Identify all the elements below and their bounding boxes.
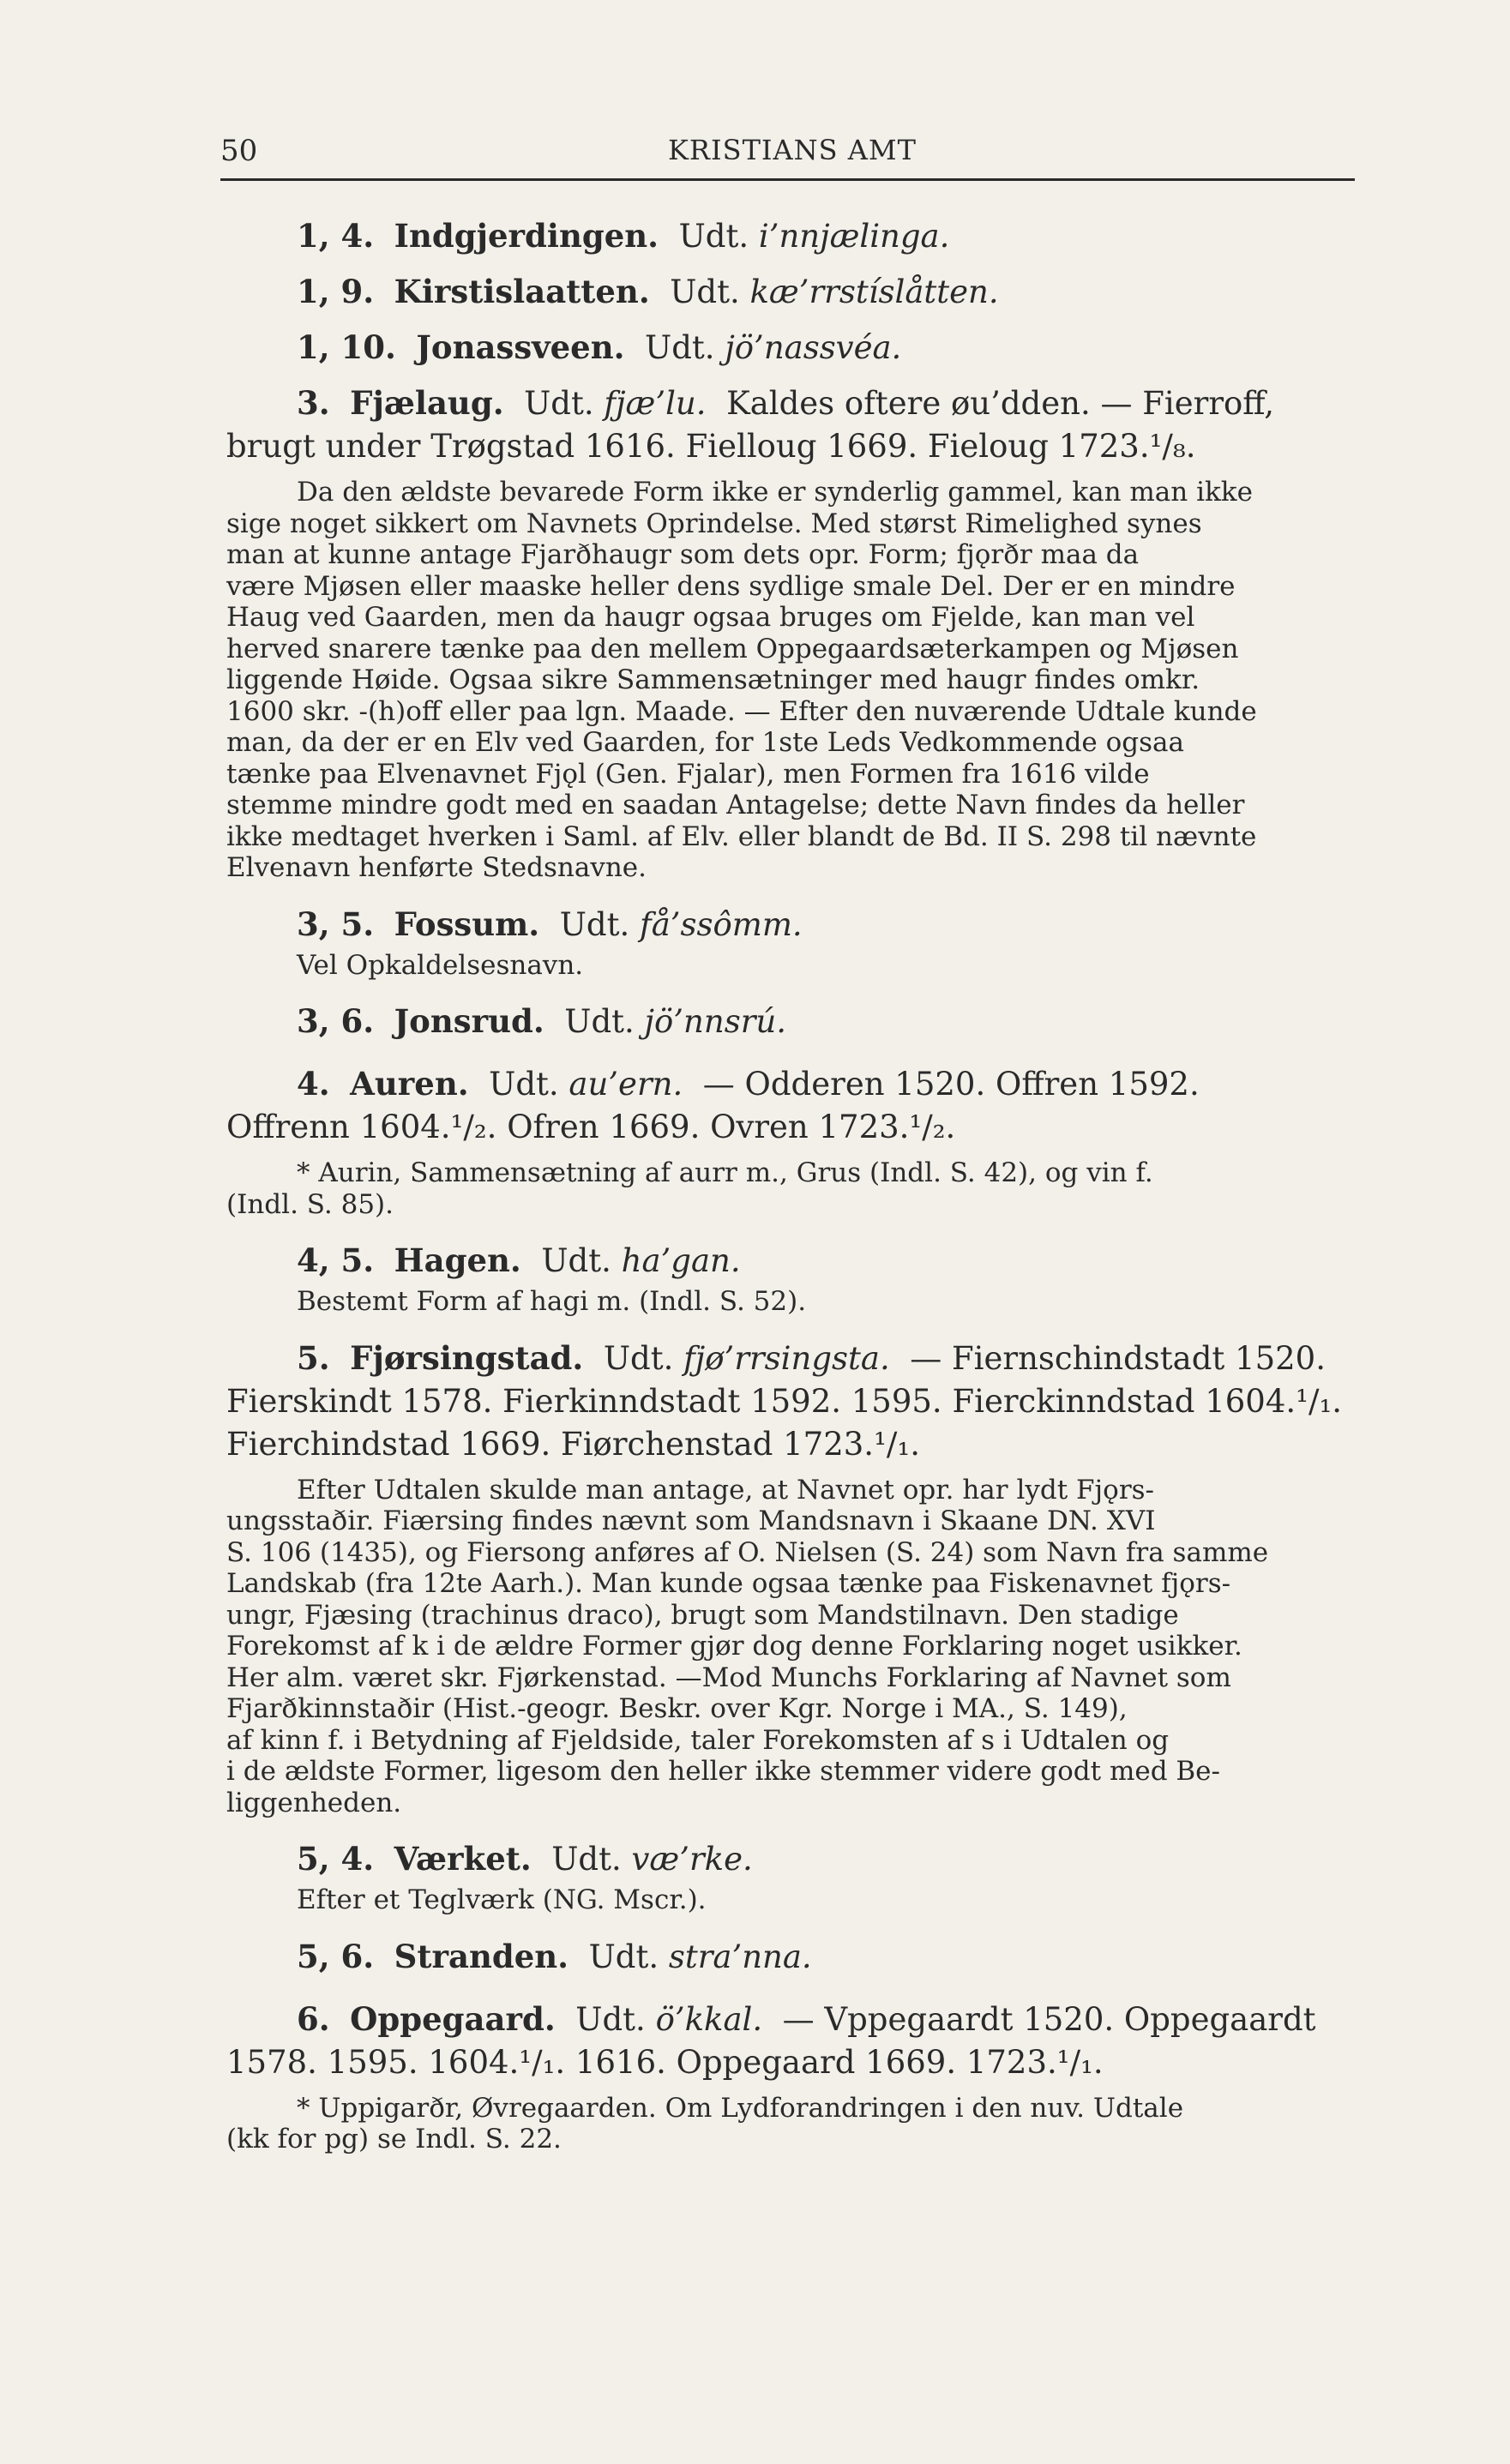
note-line: Haug ved Gaarden, men da haugr ogsaa bruges om Fjelde, kan man vel <box>226 602 1195 633</box>
note-line: Vel Opkaldelsesnavn. <box>297 949 584 981</box>
note-line: Da den ældste bevarede Form ikke er synderlig gammel, kan man ikke <box>297 477 1253 508</box>
note-line: S. 106 (1435), og Fiersong anføres af O. Nielsen (S. 24) som Navn fra samme <box>226 1536 1269 1568</box>
pronunciation: kæ’rrstíslåtten. <box>749 273 999 310</box>
entry-line <box>226 1998 1365 2041</box>
entry-number: 1, 9. <box>297 273 375 310</box>
entry-fjorsingstad <box>226 1337 1365 1466</box>
note-line: Elvenavn henførte Stedsnavne. <box>226 852 647 883</box>
pronunciation: stra’nna. <box>668 1938 812 1975</box>
entry-jonsrud <box>226 1000 1365 1043</box>
entry-text: Kaldes oftere øu’dden. — Fierroff, <box>726 385 1275 422</box>
note-line: af kinn f. i Betydning af Fjeldside, taler Forekomsten af s i Udtalen og <box>226 1724 1170 1756</box>
udt-label: Udt. <box>559 905 630 943</box>
udt-label: Udt. <box>524 385 594 422</box>
entry-name: Fjælaug. <box>350 384 504 422</box>
pronunciation: ha’gan. <box>621 1242 741 1279</box>
note-line: Her alm. været skr. Fjørkenstad. —Mod Munchs Forklaring af Navnet som <box>226 1662 1231 1693</box>
entry-name: Fossum. <box>394 904 540 943</box>
note-line: ungsstaðir. Fiærsing findes nævnt som Mandsnavn i Skaane DN. XVI <box>226 1505 1156 1536</box>
note-line: man, da der er en Elv ved Gaarden, for 1ste Leds Vedkommende ogsaa <box>226 727 1184 758</box>
udt-label: Udt. <box>489 1066 559 1103</box>
running-head: KRISTIANS AMT <box>668 134 917 166</box>
entry-name: Kirstislaatten. <box>394 273 650 310</box>
note-line: være Mjøsen eller maaske heller dens sydlige smale Del. Der er en mindre <box>226 570 1236 602</box>
note-fjaelaug <box>226 477 1365 884</box>
note-line: Forekomst af k i de ældre Former gjør dog denne Forklaring noget usikker. <box>226 1631 1242 1662</box>
pronunciation: fjø’rrsingsta. <box>683 1339 890 1377</box>
entry-name: Fjørsingstad. <box>350 1338 584 1377</box>
note-line: ungr, Fjæsing (trachinus draco), brugt som Mandstilnavn. Den stadige <box>226 1599 1179 1631</box>
pronunciation: ö’kkal. <box>655 2000 763 2038</box>
entry-text: 1578. 1595. 1604.¹/₁. 1616. Oppegaard 1669. 1723.¹/₁. <box>226 2043 1104 2081</box>
note-fjorsingstad <box>226 1475 1365 1819</box>
udt-label: Udt. <box>564 1003 635 1040</box>
note-line: i de ældste Former, ligesom den heller ikke stemmer videre godt med Be- <box>226 1756 1220 1787</box>
pronunciation: au’ern. <box>569 1066 683 1103</box>
udt-label: Udt. <box>645 329 715 366</box>
note-line: sige noget sikkert om Navnets Oprindelse. Med størst Rimelighed synes <box>226 508 1202 539</box>
udt-label: Udt. <box>541 1242 611 1279</box>
pronunciation: i’nnjælinga. <box>758 218 950 255</box>
udt-label: Udt. <box>588 1938 659 1975</box>
entry-text: — Vppegaardt 1520. Oppegaardt <box>782 2000 1316 2038</box>
entry-number: 3, 6. <box>297 1002 375 1040</box>
entry-name: Stranden. <box>394 1937 569 1975</box>
entry-text: brugt under Trøgstad 1616. Fielloug 1669. Fieloug 1723.¹/₈. <box>226 428 1196 465</box>
header-rule <box>220 178 1355 181</box>
note-line: herved snarere tænke paa den mellem Oppegaardsæterkampen og Mjøsen <box>226 633 1239 664</box>
page-number: 50 <box>220 134 258 168</box>
udt-label: Udt. <box>551 1841 622 1878</box>
entry-name: Auren. <box>350 1065 469 1103</box>
page-header <box>220 134 1352 177</box>
entry-name: Jonsrud. <box>394 1002 544 1040</box>
entry-number: 3, 5. <box>297 904 375 943</box>
entry-text: Fierskindt 1578. Fierkinndstadt 1592. 1595. Fierckinndstad 1604.¹/₁. <box>226 1382 1343 1420</box>
entry-kirstislaatten <box>226 270 1365 314</box>
entry-line <box>226 1337 1365 1380</box>
note-line: (kk for pg) se Indl. S. 22. <box>226 2124 562 2154</box>
note-line: man at kunne antage Fjarðhaugr som dets opr. Form; fjǫrðr maa da <box>226 539 1140 570</box>
entry-fossum <box>226 903 1365 947</box>
note-line: * Uppigarðr, Øvregaarden. Om Lydforandringen i den nuv. Udtale <box>297 2092 1184 2124</box>
entry-line <box>226 1062 1365 1106</box>
entry-name: Jonassveen. <box>416 328 625 366</box>
note-line: Efter Udtalen skulde man antage, at Navnet opr. har lydt Fjǫrs- <box>297 1474 1155 1505</box>
udt-label: Udt. <box>603 1339 674 1377</box>
note-fossum <box>226 950 1365 982</box>
entry-text: — Fiernschindstadt 1520. <box>910 1339 1326 1377</box>
note-vaerket <box>226 1884 1365 1916</box>
note-line: * Aurin, Sammensætning af aurr m., Grus (Indl. S. 42), og vin f. <box>297 1157 1153 1188</box>
note-line: Bestemt Form af hagi m. (Indl. S. 52). <box>297 1286 807 1317</box>
pronunciation: få’ssômm. <box>640 905 803 943</box>
entry-line <box>226 382 1365 425</box>
entry-number: 3. <box>297 384 330 422</box>
note-line: Efter et Teglværk (NG. Mscr.). <box>297 1884 707 1915</box>
note-line: 1600 skr. -(h)off eller paa lgn. Maade. — Efter den nuværende Udtale kunde <box>226 695 1257 727</box>
entry-name: Indgjerdingen. <box>394 217 659 255</box>
entry-number: 6. <box>297 1999 330 2038</box>
pronunciation: jö’nnsrú. <box>644 1003 786 1040</box>
entry-number: 4. <box>297 1065 330 1103</box>
pronunciation: fjæ’lu. <box>604 385 707 422</box>
note-line: liggende Høide. Ogsaa sikre Sammensætninger med haugr findes omkr. <box>226 664 1200 695</box>
pronunciation: væ’rke. <box>631 1841 753 1878</box>
entry-jonassveen <box>226 326 1365 370</box>
udt-label: Udt. <box>670 273 740 310</box>
entry-number: 5, 6. <box>297 1937 375 1975</box>
entry-text: Offrenn 1604.¹/₂. Ofren 1669. Ovren 1723.¹/₂. <box>226 1109 956 1145</box>
pronunciation: jö’nassvéa. <box>725 329 902 366</box>
entry-name: Oppegaard. <box>350 1999 556 2038</box>
entry-stranden <box>226 1935 1365 1979</box>
note-line: (Indl. S. 85). <box>226 1188 394 1220</box>
entry-text: Fierchindstad 1669. Fiørchenstad 1723.¹/₁. <box>226 1425 920 1463</box>
note-line: liggenheden. <box>226 1787 402 1818</box>
note-line: Landskab (fra 12te Aarh.). Man kunde ogsaa tænke paa Fiskenavnet fjǫrs- <box>226 1568 1231 1599</box>
entry-oppegaard <box>226 1998 1365 2084</box>
entry-auren <box>226 1062 1365 1149</box>
udt-label: Udt. <box>678 218 749 255</box>
entry-hagen <box>226 1239 1365 1283</box>
note-auren <box>226 1157 1365 1220</box>
note-hagen <box>226 1286 1365 1318</box>
entry-number: 1, 10. <box>297 328 396 366</box>
entry-fjaelaug <box>226 382 1365 468</box>
note-line: tænke paa Elvenavnet Fjǫl (Gen. Fjalar), men Formen fra 1616 vilde <box>226 758 1150 790</box>
note-oppegaard <box>226 2093 1365 2155</box>
entry-number: 4, 5. <box>297 1241 375 1279</box>
entry-vaerket <box>226 1837 1365 1881</box>
main-content <box>226 214 1365 2155</box>
entry-number: 5, 4. <box>297 1840 375 1878</box>
udt-label: Udt. <box>575 2000 646 2038</box>
entry-text: — Odderen 1520. Offren 1592. <box>702 1066 1200 1103</box>
entry-name: Hagen. <box>394 1241 521 1279</box>
note-line: Fjarðkinnstaðir (Hist.-geogr. Beskr. over Kgr. Norge i MA., S. 149), <box>226 1693 1128 1724</box>
entry-number: 5. <box>297 1338 330 1377</box>
entry-indgjerdingen <box>226 214 1365 258</box>
entry-number: 1, 4. <box>297 217 375 255</box>
note-line: ikke medtaget hverken i Saml. af Elv. eller blandt de Bd. II S. 298 til nævnte <box>226 820 1257 852</box>
entry-name: Værket. <box>394 1840 532 1878</box>
note-line: stemme mindre godt med en saadan Antagelse; dette Navn findes da heller <box>226 790 1245 820</box>
